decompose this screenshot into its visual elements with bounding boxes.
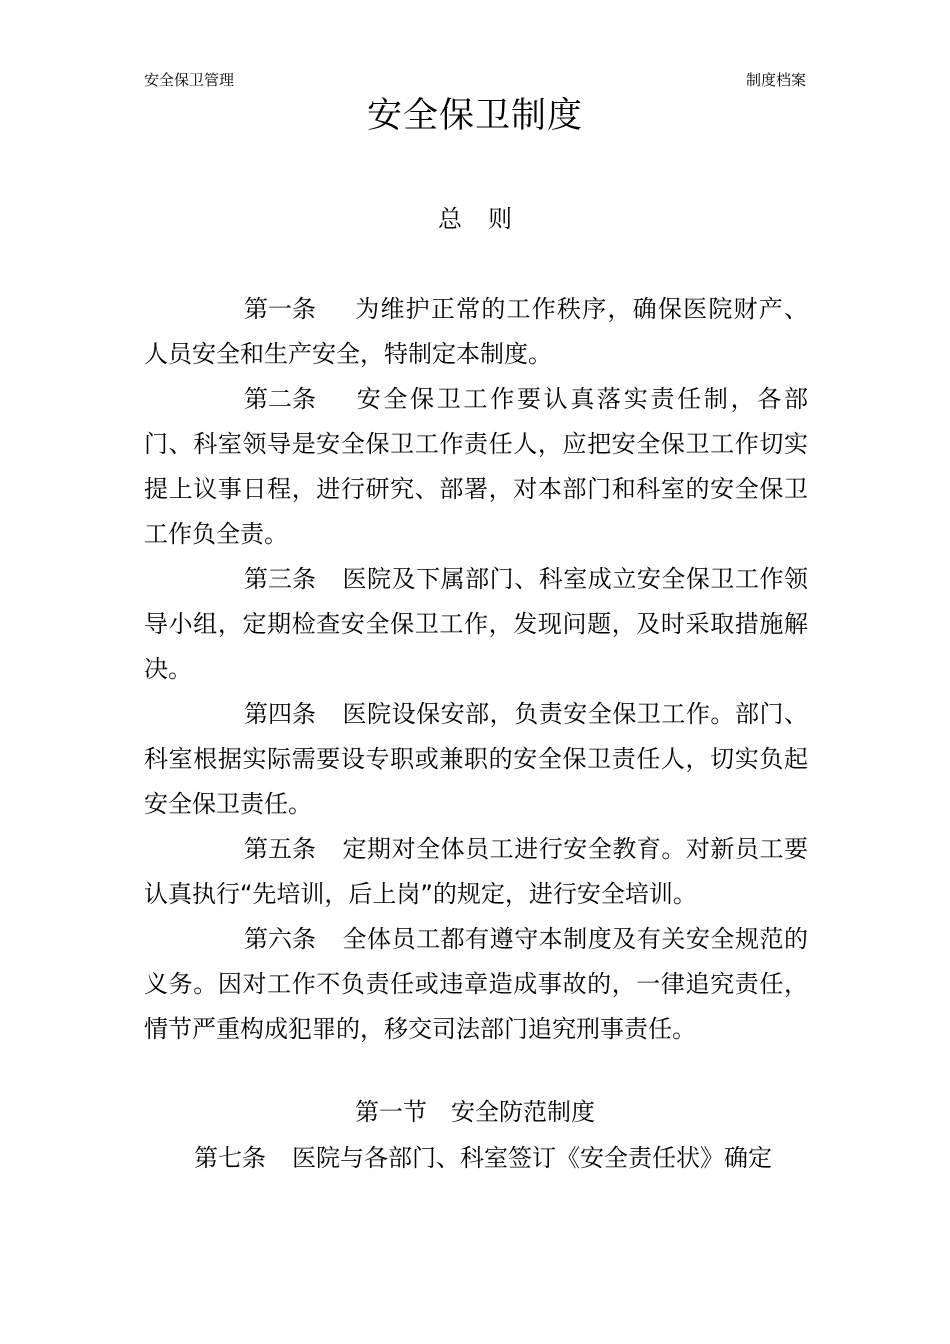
article-number: 第六条 — [244, 925, 316, 953]
article-text: 全体员工都有遵守本制度及有关安全规范的义务。因对工作不负责任或违章造成事故的，一律追究责任，情节严重构成犯罪的，移交司法部门追究刑事责任。 — [144, 925, 808, 1043]
article-text: 医院及下属部门、科室成立安全保卫工作领导小组，定期检查安全保卫工作，发现问题，及时采取措施解决。 — [144, 565, 808, 683]
article-7 — [194, 1136, 772, 1181]
article-number: 第一条 — [244, 295, 316, 323]
article-6 — [144, 917, 808, 1052]
article-number: 第五条 — [244, 835, 316, 863]
article-text: 医院与各部门、科室签订《安全责任状》确定 — [292, 1144, 772, 1172]
article-5 — [144, 827, 808, 917]
article-text: 医院设保安部，负责安全保卫工作。部门、科室根据实际需要设专职或兼职的安全保卫责任人，切实负起安全保卫责任。 — [144, 700, 808, 818]
document-body — [144, 287, 808, 1052]
article-text: 定期对全体员工进行安全教育。对新员工要认真执行“先培训，后上岗”的规定，进行安全培训。 — [144, 835, 808, 908]
section-heading-char: 总 — [438, 205, 462, 233]
article-number: 第三条 — [244, 565, 316, 593]
header-right: 制度档案 — [745, 71, 806, 89]
section-heading-general — [0, 203, 950, 235]
section-heading-char: 则 — [488, 205, 512, 233]
article-3 — [144, 557, 808, 692]
article-2 — [144, 377, 808, 557]
article-4 — [144, 692, 808, 827]
document-title: 安全保卫制度 — [366, 96, 583, 136]
article-text: 为维护正常的工作秩序，确保医院财产、人员安全和生产安全，特制定本制度。 — [144, 295, 808, 368]
article-1 — [144, 287, 808, 377]
article-number: 第二条 — [244, 385, 316, 413]
section-heading-1: 第一节 安全防范制度 — [355, 1098, 595, 1126]
article-number: 第四条 — [244, 700, 316, 728]
article-number: 第七条 — [194, 1144, 266, 1172]
header-left: 安全保卫管理 — [144, 71, 235, 89]
article-text: 安全保卫工作要认真落实责任制，各部门、科室领导是安全保卫工作责任人，应把安全保卫工作切实提上议事日程，进行研究、部署，对本部门和科室的安全保卫工作负全责。 — [144, 385, 808, 548]
